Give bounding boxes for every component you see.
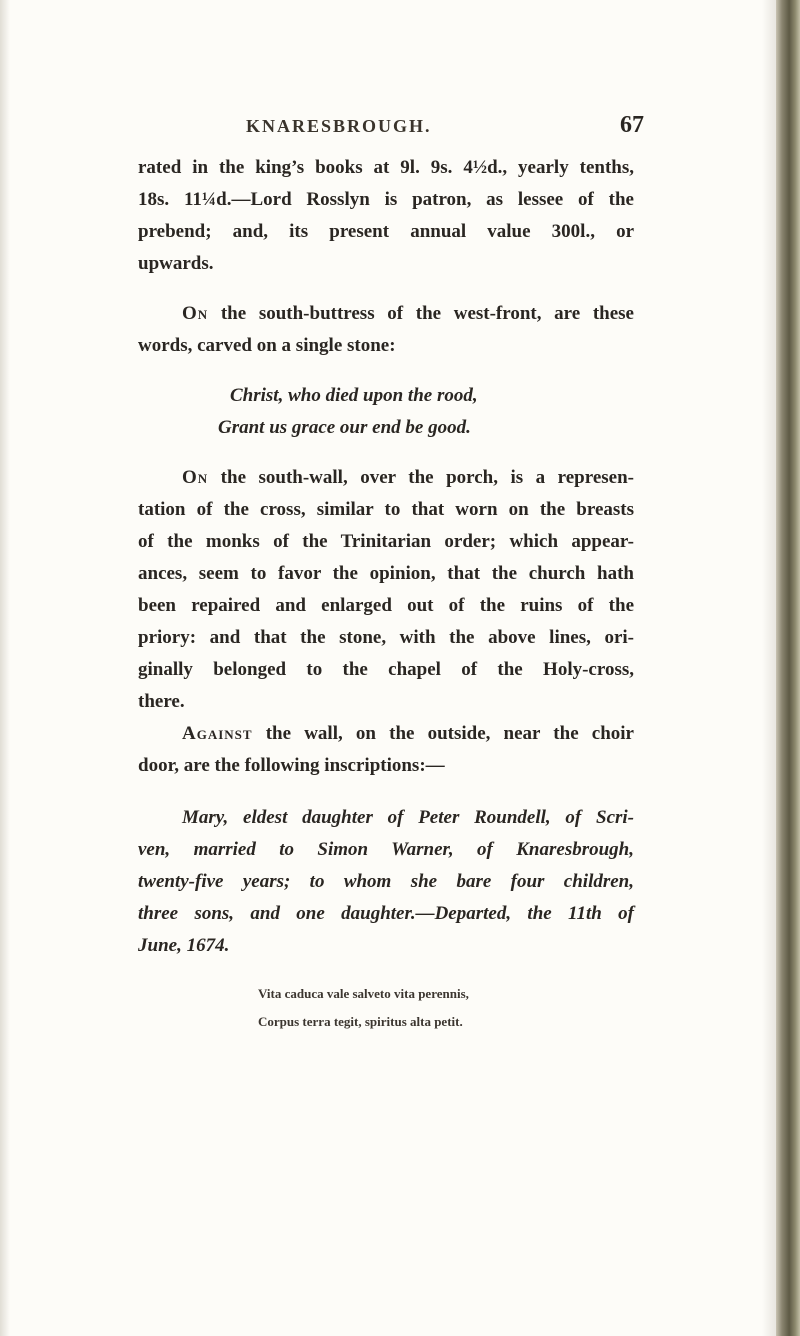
running-head <box>0 112 800 142</box>
epitaph <box>138 802 634 962</box>
epitaph-line: Mary, eldest daughter of Peter Roundell, of Scri- <box>182 807 634 828</box>
spacer <box>138 962 634 980</box>
text-line: rated in the king’s books at 9l. 9s. 4½d., yearly tenths, <box>138 157 634 178</box>
spacer <box>138 362 634 380</box>
text-line: tation of the cross, similar to that worn on the breasts <box>138 499 634 520</box>
text-line: there. <box>138 691 185 712</box>
lead-caps: Against <box>182 723 253 744</box>
paragraph-3 <box>138 462 634 718</box>
line-rest: the wall, on the outside, near the choir <box>252 723 634 744</box>
spacer <box>138 782 634 802</box>
latin-couplet <box>138 980 634 1036</box>
running-title: KNARESBROUGH. <box>246 116 432 136</box>
latin-line: Corpus terra tegit, spiritus alta petit. <box>258 1014 463 1029</box>
text-line <box>138 718 634 750</box>
verse-line: Grant us grace our end be good. <box>218 417 471 438</box>
lead-caps: On <box>182 467 209 488</box>
paragraph-1 <box>138 152 634 280</box>
text-line <box>138 298 634 330</box>
epitaph-line: ven, married to Simon Warner, of Knaresbrough, <box>138 839 634 860</box>
latin-line: Vita caduca vale salveto vita perennis, <box>258 986 469 1001</box>
text-line: door, are the following inscriptions:— <box>138 755 445 776</box>
text-line: upwards. <box>138 253 214 274</box>
epitaph-line: three sons, and one daughter.—Departed, the 11th of <box>138 903 634 924</box>
spacer <box>138 280 634 298</box>
line-rest: the south-buttress of the west-front, are these <box>208 303 634 324</box>
binding-gutter <box>776 0 800 1336</box>
text-line <box>138 462 634 494</box>
text-line: prebend; and, its present annual value 300l., or <box>138 221 634 242</box>
spacer <box>138 444 634 462</box>
text-line: ginally belonged to the chapel of the Holy-cross, <box>138 659 634 680</box>
paragraph-2 <box>138 298 634 362</box>
text-line: priory: and that the stone, with the above lines, ori- <box>138 627 634 648</box>
text-line: 18s. 11¼d.—Lord Rosslyn is patron, as lessee of the <box>138 189 634 210</box>
text-line: ances, seem to favor the opinion, that the church hath <box>138 563 634 584</box>
paragraph-4 <box>138 718 634 782</box>
carved-verse <box>138 380 634 444</box>
epitaph-line: June, 1674. <box>138 935 230 956</box>
text-line: been repaired and enlarged out of the ruins of the <box>138 595 634 616</box>
gutter-shadow <box>762 0 776 1336</box>
page-number: 67 <box>620 112 644 138</box>
page-edge-shadow <box>0 0 10 1336</box>
body-text <box>138 152 634 1036</box>
verse-line: Christ, who died upon the rood, <box>230 385 478 406</box>
line-rest: the south-wall, over the porch, is a represen- <box>208 467 634 488</box>
text-line: of the monks of the Trinitarian order; which appear- <box>138 531 634 552</box>
epitaph-line: twenty-five years; to whom she bare four children, <box>138 871 634 892</box>
text-line: words, carved on a single stone: <box>138 335 396 356</box>
lead-caps: On <box>182 303 209 324</box>
